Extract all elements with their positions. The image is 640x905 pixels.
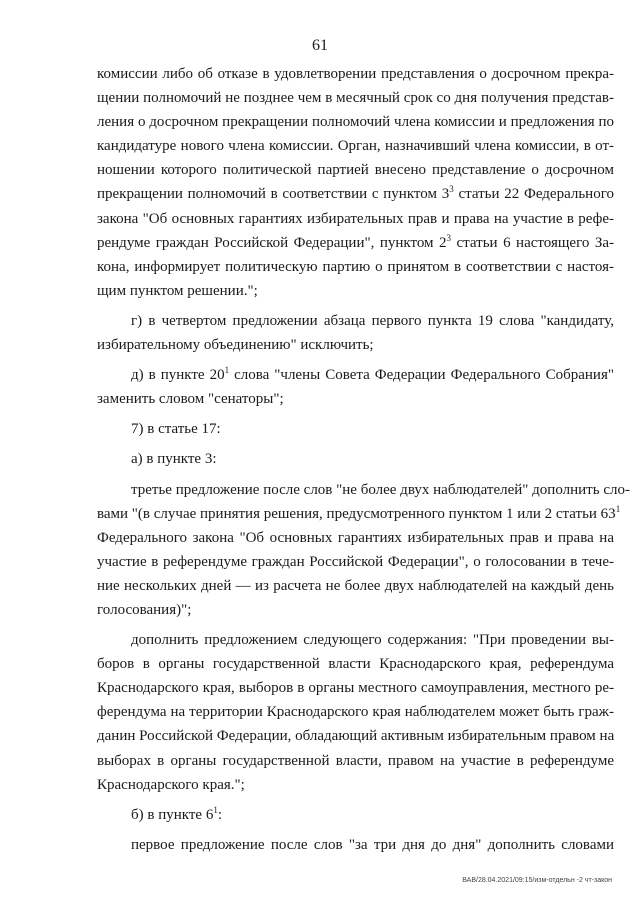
- text-line: [97, 724, 614, 748]
- text-line: [97, 628, 614, 652]
- text-line: [97, 478, 630, 502]
- text-segment: первое предложение после слов "за три дня до дня" дополнить словами: [131, 836, 614, 853]
- text-segment: вами "(в случае принятия решения, предусмотренного пунктом 1 или 2 статьи 63: [97, 505, 616, 522]
- text-line: [97, 550, 614, 574]
- text-line: [97, 231, 614, 255]
- text-line: [97, 526, 614, 550]
- text-segment: Краснодарского края.";: [97, 776, 245, 793]
- text-segment: участие в референдуме граждан Российской Федерации", о голосовании в тече-: [97, 553, 614, 570]
- text-segment: прекращении полномочий в соответствии с пунктом 3: [97, 186, 450, 203]
- page-number: 61: [312, 37, 328, 54]
- text-line: [97, 574, 614, 598]
- text-line: [97, 598, 614, 622]
- text-line: [97, 62, 614, 86]
- text-line: [97, 110, 614, 134]
- text-segment: данин Российской Федерации, обладающий активным избирательным правом на: [97, 728, 615, 745]
- text-segment: заменить словом "сенаторы";: [97, 391, 284, 408]
- superscript: 1: [615, 503, 621, 514]
- text-line: [97, 182, 614, 206]
- text-line: [97, 207, 614, 231]
- text-line: [97, 333, 614, 357]
- text-line: [97, 279, 614, 303]
- superscript: 3: [446, 232, 452, 243]
- text-line: [97, 803, 614, 827]
- text-segment: :: [217, 806, 222, 823]
- text-segment: кона, информирует политическую партию о принятом в соответствии с настоя-: [97, 258, 614, 275]
- text-segment: 7) в статье 17:: [131, 421, 221, 438]
- text-segment: а) в пункте 3:: [131, 451, 217, 468]
- text-line: [97, 773, 614, 797]
- text-line: [97, 700, 614, 724]
- text-segment: избирательному объединению" исключить;: [97, 337, 374, 354]
- text-segment: ношении которого политической партией внесено представление о досрочном: [97, 162, 614, 179]
- text-line: [97, 158, 614, 182]
- text-segment: слова "члены Совета Федерации Федерального Собрания": [229, 367, 614, 384]
- text-segment: голосования)";: [97, 601, 192, 618]
- text-segment: Федерального закона "Об основных гарантиях избирательных прав и права на: [97, 529, 614, 546]
- text-segment: боров в органы государственной власти Краснодарского края, референдума: [97, 656, 614, 673]
- text-segment: комиссии либо об отказе в удовлетворении представления о досрочном прекра-: [97, 66, 614, 82]
- text-segment: статьи 6 настоящего За-: [451, 234, 614, 251]
- text-segment: Краснодарского края, выборов в органы местного самоуправления, местного ре-: [97, 680, 614, 697]
- footer-stamp: ВАВ/28.04.2021/09:15/изм-отдельн -2 чт-закон: [462, 877, 612, 884]
- text-segment: д) в пункте 20: [131, 367, 225, 384]
- text-line: [97, 387, 614, 411]
- text-segment: кандидатуре нового члена комиссии. Орган, назначивший члена комиссии, в от-: [97, 138, 614, 155]
- text-line: [97, 447, 614, 471]
- text-line: [97, 833, 614, 857]
- text-segment: щении полномочий не позднее чем в месячный срок со дня получения представ-: [97, 90, 614, 107]
- document-body: [97, 62, 630, 857]
- text-segment: рендуме граждан Российской Федерации", пунктом 2: [97, 234, 447, 251]
- text-segment: г) в четвертом предложении абзаца первого пункта 19 слова "кандидату,: [131, 312, 614, 329]
- text-line: [97, 652, 614, 676]
- text-segment: третье предложение после слов "не более двух наблюдателей" дополнить сло-: [131, 481, 630, 498]
- text-line: [97, 363, 614, 387]
- text-line: [97, 134, 614, 158]
- text-segment: б) в пункте 6: [131, 806, 214, 823]
- text-segment: ления о досрочном прекращении полномочий члена комиссии и предложения по: [97, 114, 614, 131]
- text-segment: щим пунктом решении.";: [97, 282, 258, 299]
- superscript: 3: [449, 184, 454, 195]
- text-segment: закона "Об основных гарантиях избирательных прав и права на участие в рефе-: [97, 210, 614, 227]
- text-line: [97, 309, 614, 333]
- text-line: [97, 417, 614, 441]
- text-segment: ние нескольких дней — из расчета не более двух наблюдателей на каждый день: [97, 577, 614, 594]
- text-line: [97, 676, 614, 700]
- text-segment: выборах в органы государственной власти, правом на участие в референдуме: [97, 752, 614, 769]
- text-segment: ферендума на территории Краснодарского края наблюдателем может быть граж-: [97, 704, 614, 721]
- text-line: [97, 502, 621, 526]
- text-segment: дополнить предложением следующего содержания: "При проведении вы-: [131, 632, 614, 649]
- text-line: [97, 749, 614, 773]
- text-segment: статьи 22 Федерального: [453, 186, 614, 203]
- superscript: 1: [213, 804, 218, 815]
- text-line: [97, 255, 614, 279]
- superscript: 1: [224, 365, 230, 376]
- text-line: [97, 86, 614, 110]
